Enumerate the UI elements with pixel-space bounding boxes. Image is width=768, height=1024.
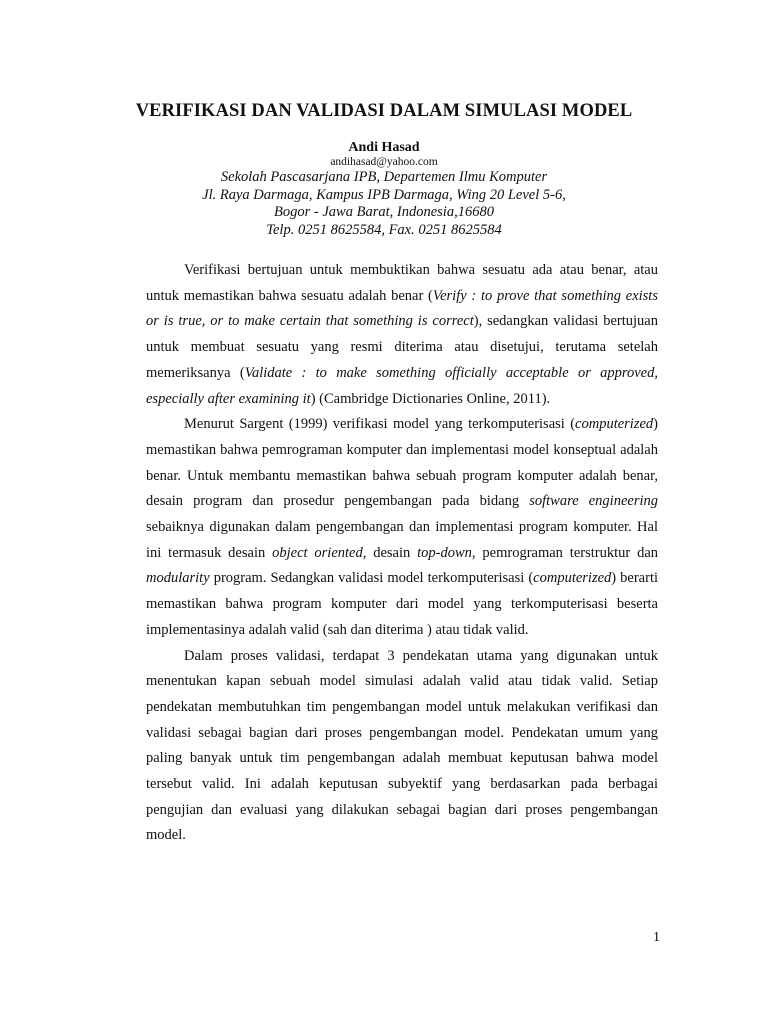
italic-text-run: object oriented xyxy=(272,544,363,561)
italic-text-run: top-down, xyxy=(417,544,476,561)
city-line: Bogor - Jawa Barat, Indonesia,16680 xyxy=(274,204,494,220)
document-title: VERIFIKASI DAN VALIDASI DALAM SIMULASI MODEL xyxy=(135,101,633,121)
italic-text-run: Validate : to make something officially acceptable or approved, especially after examining it xyxy=(146,364,658,407)
text-run: program. Sedangkan validasi model terkomputerisasi ( xyxy=(209,570,534,587)
text-run: Dalam proses validasi, terdapat 3 pendekatan utama yang digunakan untuk menentukan kapan sebuah model simulasi adalah valid atau tidak valid. Setiap pendekatan membutuhkan tim pengembangan model untuk melakukan verifikasi dan validasi sebagai bagian dari proses pengembangan model. Pendekatan umum yang paling banyak untuk tim pengembangan adalah membuat keputusan bahwa model tersebut valid. Ini adalah keputusan subyektif yang berdasarkan pada berbagai pengujian dan evaluasi yang dilakukan sebagai bagian dari proses pengembangan model. xyxy=(146,647,658,844)
text-run: Menurut Sargent (1999) verifikasi model yang terkomputerisasi ( xyxy=(184,416,576,433)
paragraph-2 xyxy=(146,412,658,643)
address-line: Jl. Raya Darmaga, Kampus IPB Darmaga, Wing 20 Level 5-6, xyxy=(202,186,566,203)
paragraph-3 xyxy=(146,644,658,850)
text-run: pemrograman terstruktur dan xyxy=(475,544,658,561)
text-run: ) (Cambridge Dictionaries Online, 2011). xyxy=(310,390,551,407)
phone-line: Telp. 0251 8625584, Fax. 0251 8625584 xyxy=(266,221,502,238)
italic-text-run: computerized xyxy=(575,416,654,433)
italic-text-run: computerized xyxy=(533,570,612,587)
italic-text-run: software engineering xyxy=(529,493,658,510)
text-run: ), sedangkan validasi bertujuan untuk membuat sesuatu yang resmi diterima atau disetujui, terutama setelah memeriksanya ( xyxy=(146,313,658,381)
page-number: 1 xyxy=(653,930,660,945)
author-name: Andi Hasad xyxy=(348,140,420,155)
author-email: andihasad@yahoo.com xyxy=(330,156,438,168)
affiliation-line: Sekolah Pascasarjana IPB, Departemen Ilmu Komputer xyxy=(220,169,548,185)
text-run: Verifikasi bertujuan untuk membuktikan bahwa sesuatu ada atau benar, atau untuk memastikan bahwa sesuatu adalah benar ( xyxy=(146,262,658,304)
paragraph-1 xyxy=(146,258,658,412)
italic-text-run: modularity xyxy=(146,570,210,587)
text-run: sebaiknya digunakan dalam pengembangan dan implementasi program komputer. Hal ini termasuk desain xyxy=(146,519,658,561)
text-run: ) memastikan bahwa pemrograman komputer dan implementasi model konseptual adalah benar. Untuk membantu memastikan bahwa sebuah program komputer adalah benar, desain program dan prosedur pengembangan pada bidang xyxy=(146,416,658,510)
text-run: , desain xyxy=(362,544,418,561)
text-run: ) berarti memastikan bahwa program komputer dari model yang terkomputerisasi beserta implementasinya adalah valid (sah dan diterima ) atau tidak valid. xyxy=(146,570,658,638)
author-block xyxy=(0,139,768,239)
italic-text-run: Verify : to prove that something exists or is true, or to make certain that something is correct xyxy=(146,287,658,330)
body-text xyxy=(146,258,658,849)
